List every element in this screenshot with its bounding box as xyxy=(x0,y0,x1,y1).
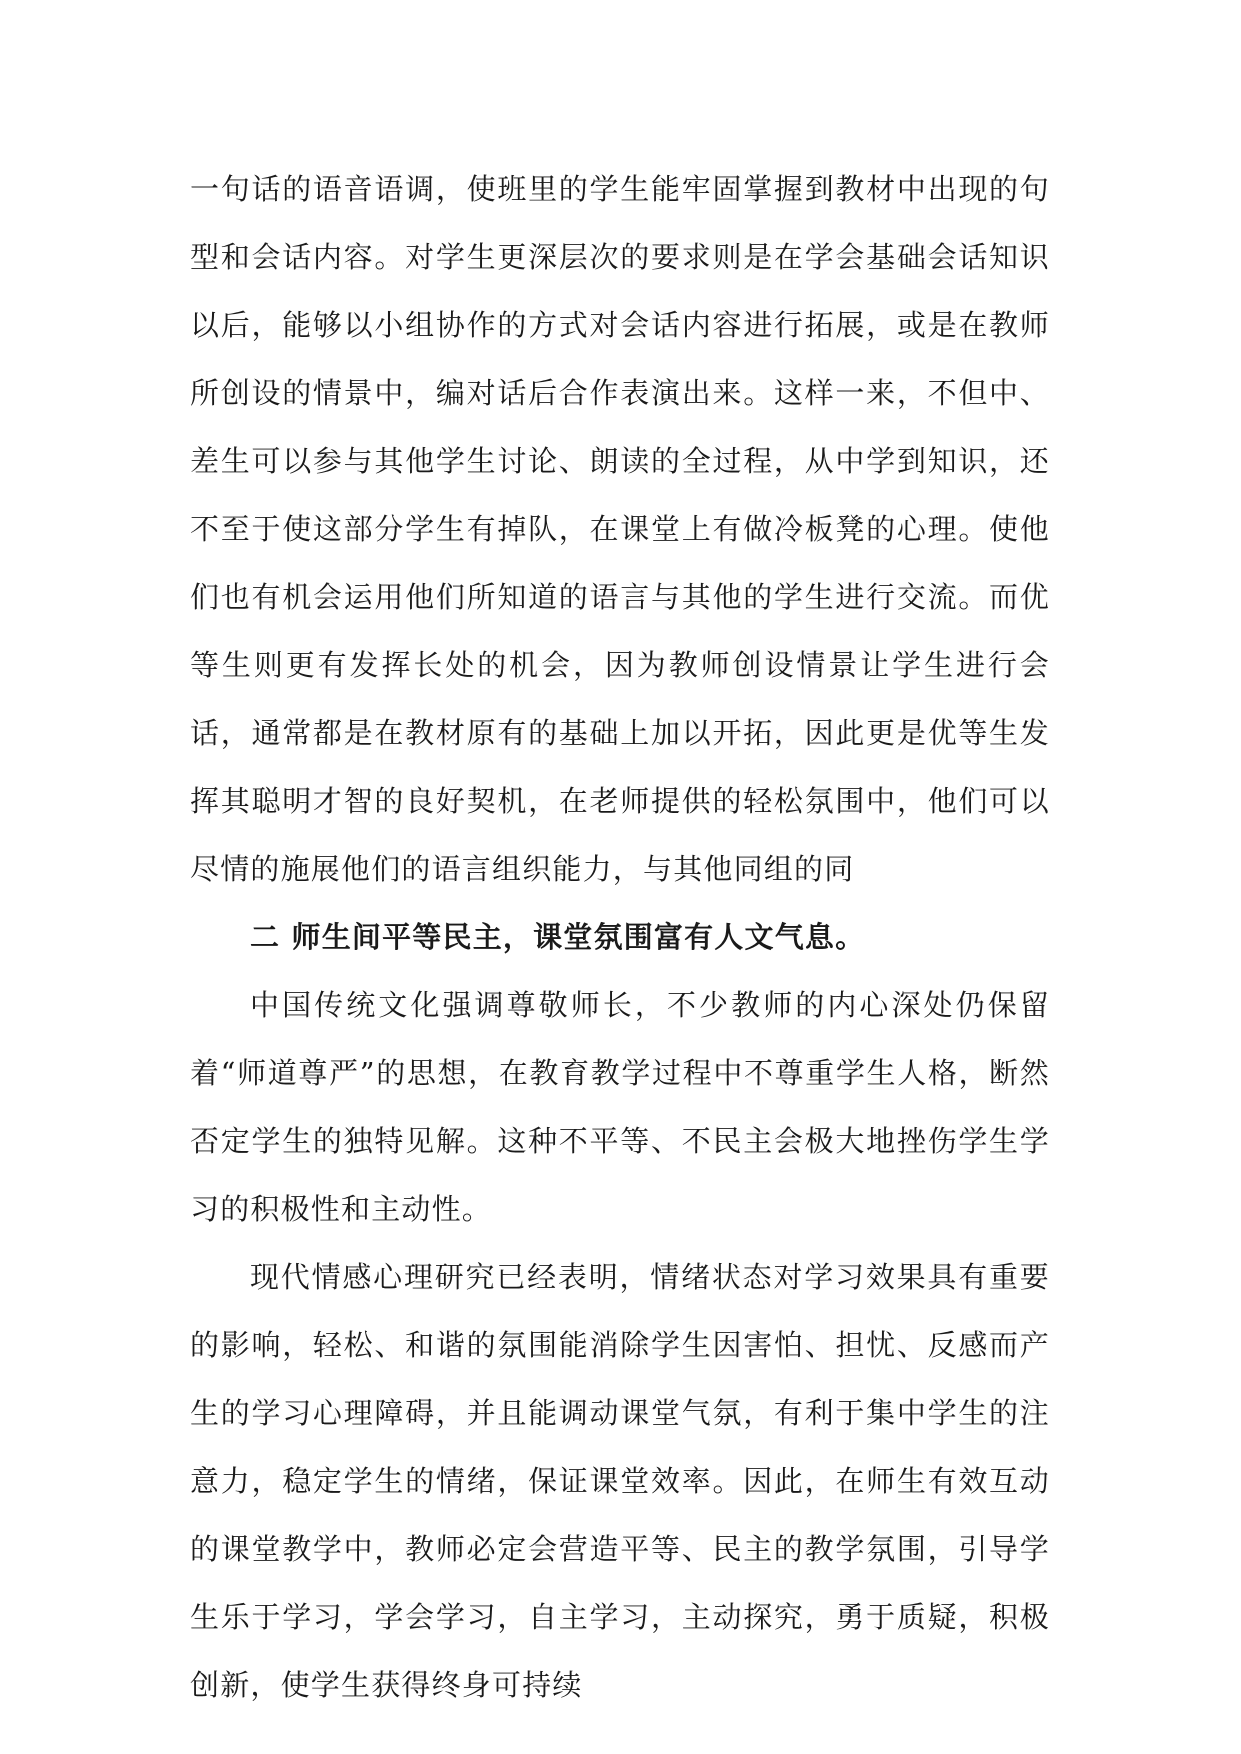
paragraph-tradition: 中国传统文化强调尊敬师长，不少教师的内心深处仍保留着“师道尊严”的思想，在教育教学过程中不尊重学生人格，断然否定学生的独特见解。这种不平等、不民主会极大地挫伤学生学习的积极性和主动性。 xyxy=(190,988,1050,1226)
paragraph-emotion-psychology: 现代情感心理研究已经表明，情绪状态对学习效果具有重要的影响，轻松、和谐的氛围能消除学生因害怕、担忧、反感而产生的学习心理障碍，并且能调动课堂气氛，有利于集中学生的注意力，稳定学生的情绪，保证课堂效率。因此，在师生有效互动的课堂教学中，教师必定会营造平等、民主的教学氛围，引导学生乐于学习，学会学习，自主学习，主动探究，勇于质疑，积极创新，使学生获得终身可持续 xyxy=(190,1260,1050,1702)
document-body xyxy=(190,155,1050,1719)
paragraph-continued: 一句话的语音语调，使班里的学生能牢固掌握到教材中出现的句型和会话内容。对学生更深层次的要求则是在学会基础会话知识以后，能够以小组协作的方式对会话内容进行拓展，或是在教师所创设的情景中，编对话后合作表演出来。这样一来，不但中、差生可以参与其他学生讨论、朗读的全过程，从中学到知识，还不至于使这部分学生有掉队，在课堂上有做冷板凳的心理。使他们也有机会运用他们所知道的语言与其他的学生进行交流。而优等生则更有发挥长处的机会，因为教师创设情景让学生进行会话，通常都是在教材原有的基础上加以开拓，因此更是优等生发挥其聪明才智的良好契机，在老师提供的轻松氛围中，他们可以尽情的施展他们的语言组织能力，与其他同组的同 xyxy=(190,172,1050,886)
section-heading-2: 二 师生间平等民主，课堂氛围富有人文气息。 xyxy=(250,920,866,954)
